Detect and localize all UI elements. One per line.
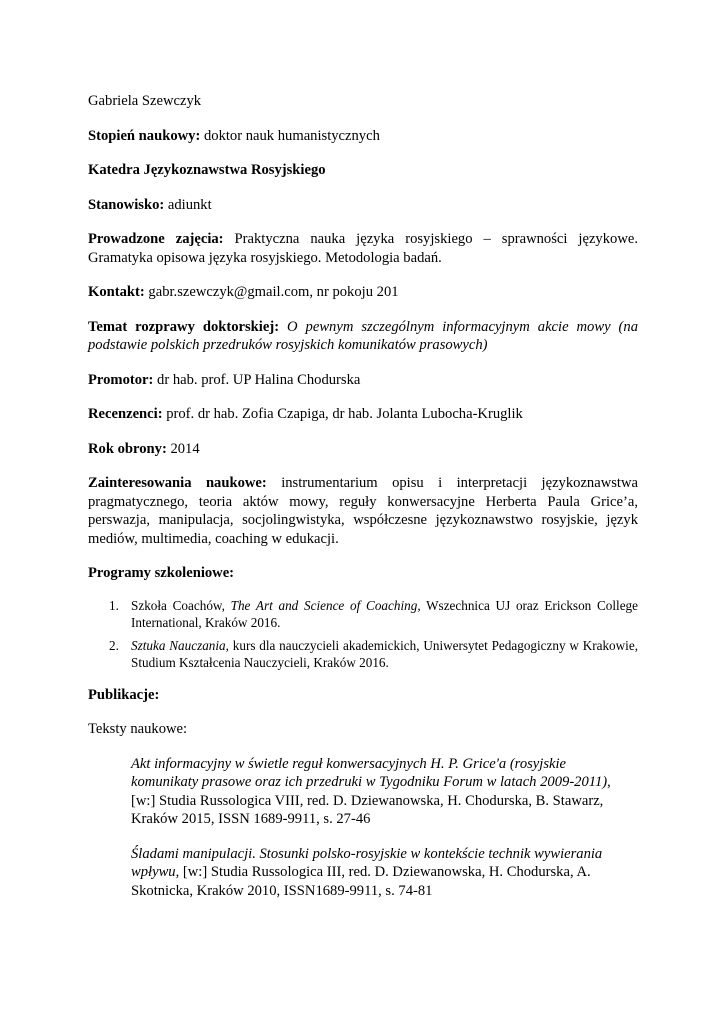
list-item [88, 597, 638, 632]
publication-title: Akt informacyjny w świetle reguł konwersacyjnych H. P. Grice'a (rosyjskie komunikaty prasowe oraz ich przedruki w Tygodniku Forum w latach 2009-2011) [131, 755, 608, 790]
promoter-line [88, 371, 638, 390]
list-item-text: Szkoła Coachów, [131, 597, 231, 613]
thesis-label: Temat rozprawy doktorskiej: [88, 318, 280, 335]
classes-line [88, 230, 638, 267]
promoter-label: Promotor: [88, 371, 154, 388]
reviewers-line [88, 405, 638, 424]
contact-value: gabr.szewczyk@gmail.com, nr pokoju 201 [144, 284, 399, 300]
list-item-italic: The Art and Science of Coaching [230, 597, 418, 613]
reviewers-label: Recenzenci: [88, 406, 163, 422]
author-name: Gabriela Szewczyk [88, 93, 202, 109]
defense-year-line [88, 440, 638, 459]
list-item-number: 1. [109, 597, 119, 613]
programs-list [88, 597, 638, 672]
list-item-italic: Sztuka Nauczania [131, 637, 226, 653]
contact-line [88, 283, 638, 302]
position-label: Stanowisko: [88, 196, 165, 213]
publication-entry [131, 755, 631, 829]
defense-year-label: Rok obrony: [88, 440, 167, 457]
position-value: adiunkt [164, 196, 212, 213]
publication-details: , [w:] Studia Russologica VIII, red. D. Dziewanowska, H. Chodurska, B. Stawarz, Kraków 2015, ISSN 1689-9911, s. 27-46 [131, 774, 611, 827]
thesis-line [88, 318, 638, 355]
list-item-text: , kurs dla nauczycieli akademickich, Uniwersytet Pedagogiczny w Krakowie, Studium Kształcenia Nauczycieli, Kraków 2016. [131, 637, 638, 670]
list-item-number: 2. [109, 637, 119, 653]
list-item-text: , Wszechnica UJ oraz Erickson College International, Kraków 2016. [131, 597, 639, 630]
programs-heading: Programy szkoleniowe: [88, 565, 235, 581]
degree-value: doktor nauk humanistycznych [200, 127, 380, 144]
publications-subheading: Teksty naukowe: [88, 721, 188, 737]
interests-line [88, 474, 638, 548]
thesis-value: O pewnym szczególnym informacyjnym akcie mowy (na podstawie polskich przedruków rosyjskich komunikatów prasowych) [88, 318, 638, 353]
contact-label: Kontakt: [88, 284, 145, 300]
reviewers-value: prof. dr hab. Zofia Czapiga, dr hab. Jolanta Lubocha-Kruglik [162, 406, 523, 422]
interests-label: Zainteresowania naukowe: [88, 475, 267, 491]
degree-label: Stopień naukowy: [88, 127, 201, 144]
classes-value: Praktyczna nauka języka rosyjskiego – sprawności językowe. Gramatyka opisowa języka rosyjskiego. Metodologia badań. [88, 231, 638, 266]
department-name: Katedra Językoznawstwa Rosyjskiego [88, 162, 326, 178]
publication-entry [131, 845, 631, 901]
classes-label: Prowadzone zajęcia: [88, 231, 224, 247]
publication-details: , [w:] Studia Russologica III, red. D. Dziewanowska, H. Chodurska, A. Skotnicka, Kraków 2010, ISSN1689-9911, s. 74-81 [131, 864, 591, 899]
defense-year-value: 2014 [166, 440, 200, 457]
degree-line [88, 127, 638, 146]
list-item [88, 637, 638, 672]
document-page [88, 92, 638, 916]
position-line [88, 196, 638, 215]
publications-heading: Publikacje: [88, 686, 160, 703]
publication-title: Śladami manipulacji. Stosunki polsko-rosyjskie w kontekście technik wywierania wpływu [131, 845, 603, 880]
promoter-value: dr hab. prof. UP Halina Chodurska [153, 371, 361, 388]
interests-value: instrumentarium opisu i interpretacji językoznawstwa pragmatycznego, teoria aktów mowy, reguły konwersacyjne Herberta Paula Grice’a, perswazja, manipulacja, socjolingwistyka, współczesne językoznawstwo rosyjskie, język mediów, multimedia, coaching w edukacji. [88, 475, 638, 547]
